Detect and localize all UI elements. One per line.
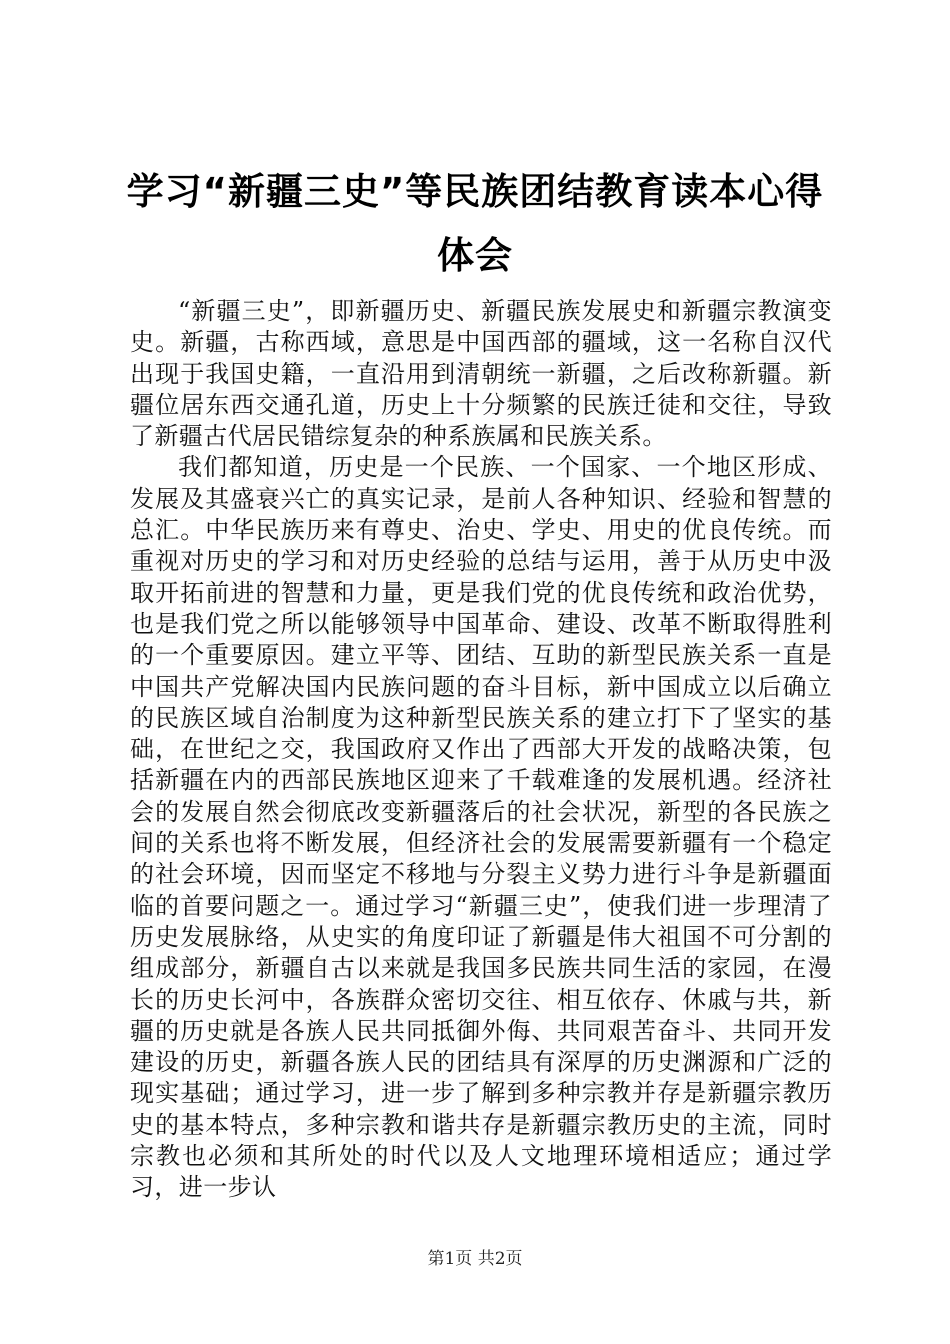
- document-body: [130, 296, 832, 1202]
- page-number: 第1页 共2页: [427, 1249, 523, 1269]
- paragraph: 我们都知道，历史是一个民族、一个国家、一个地区形成、发展及其盛衰兴亡的真实记录，是前人各种知识、经验和智慧的总汇。中华民族历来有尊史、治史、学史、用史的优良传统。而重视对历史的学习和对历史经验的总结与运用，善于从历史中汲取开拓前进的智慧和力量，更是我们党的优良传统和政治优势，也是我们党之所以能够领导中国革命、建设、改革不断取得胜利的一个重要原因。建立平等、团结、互助的新型民族关系一直是中国共产党解决国内民族问题的奋斗目标，新中国成立以后确立的民族区域自治制度为这种新型民族关系的建立打下了坚实的基础，在世纪之交，我国政府又作出了西部大开发的战略决策，包括新疆在内的西部民族地区迎来了千载难逢的发展机遇。经济社会的发展自然会彻底改变新疆落后的社会状况，新型的各民族之间的关系也将不断发展，但经济社会的发展需要新疆有一个稳定的社会环境，因而坚定不移地与分裂主义势力进行斗争是新疆面临的首要问题之一。通过学习“新疆三史”，使我们进一步理清了历史发展脉络，从史实的角度印证了新疆是伟大祖国不可分割的组成部分，新疆自古以来就是我国多民族共同生活的家园，在漫长的历史长河中，各族群众密切交往、相互依存、休戚与共，新疆的历史就是各族人民共同抵御外侮、共同艰苦奋斗、共同开发建设的历史，新疆各族人民的团结具有深厚的历史渊源和广泛的现实基础；通过学习，进一步了解到多种宗教并存是新疆宗教历史的基本特点，多种宗教和谐共存是新疆宗教历史的主流，同时宗教也必须和其所处的时代以及人文地理环境相适应；通过学习，进一步认: [130, 453, 832, 1202]
- document-title: 学习“新疆三史”等民族团结教育读本心得体会: [126, 170, 824, 277]
- paragraph: “新疆三史”，即新疆历史、新疆民族发展史和新疆宗教演变史。新疆，古称西域，意思是中国西部的疆域，这一名称自汉代出现于我国史籍，一直沿用到清朝统一新疆，之后改称新疆。新疆位居东西交通孔道，历史上十分频繁的民族迁徒和交往，导致了新疆古代居民错综复杂的种系族属和民族关系。: [130, 297, 832, 451]
